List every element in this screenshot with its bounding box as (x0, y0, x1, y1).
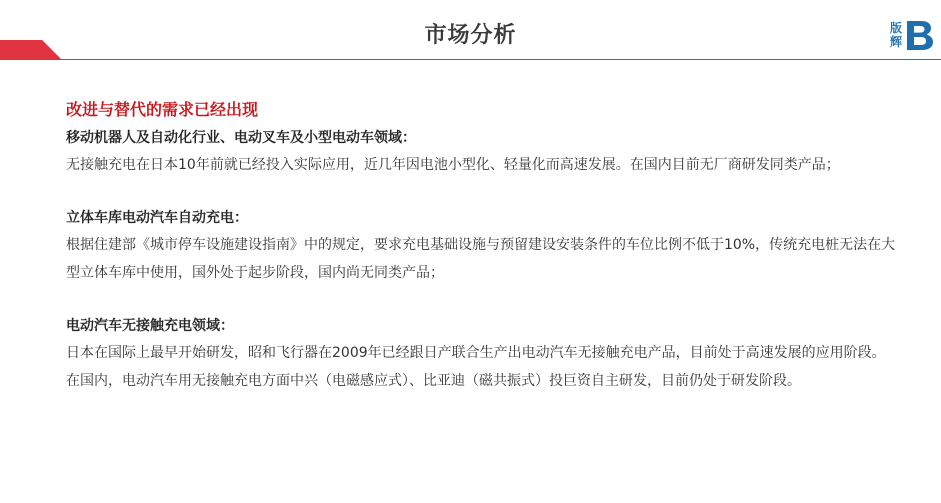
header-divider (58, 59, 941, 60)
logo-b-icon (905, 20, 935, 51)
brand-logo (890, 20, 936, 52)
section-title: 电动汽车无接触充电领域： (66, 318, 234, 334)
section-body: 日本在国际上最早开始研发，昭和飞行器在2009年已经跟日产联合生产出电动汽车无接触充电产品，目前处于高速发展的应用阶段。在国内，电动汽车用无接触充电方面中兴（电磁感应式）、比亚迪（磁共振式）投巨资自主研发，目前仍处于研发阶段。 (66, 345, 886, 389)
section-spacer (66, 179, 896, 205)
section-title: 立体车库电动汽车自动充电： (66, 210, 248, 226)
headline: 改进与替代的需求已经出现 (66, 100, 259, 119)
slide-header (0, 0, 941, 64)
section-body: 根据住建部《城市停车设施建设指南》中的规定，要求充电基础设施与预留建设安装条件的车位比例不低于10%，传统充电桩无法在大型立体车库中使用，国外处于起步阶段，国内尚无同类产品； (66, 237, 896, 281)
logo-text: 版辉 (890, 21, 903, 49)
main-content (66, 95, 896, 395)
page-title: 市场分析 (424, 23, 517, 48)
section-body: 无接触充电在日本10年前就已经投入实际应用，近几年因电池小型化、轻量化而高速发展。在国内目前无厂商研发同类产品； (66, 157, 840, 173)
section-title: 移动机器人及自动化行业、电动叉车及小型电动车领域： (66, 130, 416, 146)
section-spacer (66, 287, 896, 313)
